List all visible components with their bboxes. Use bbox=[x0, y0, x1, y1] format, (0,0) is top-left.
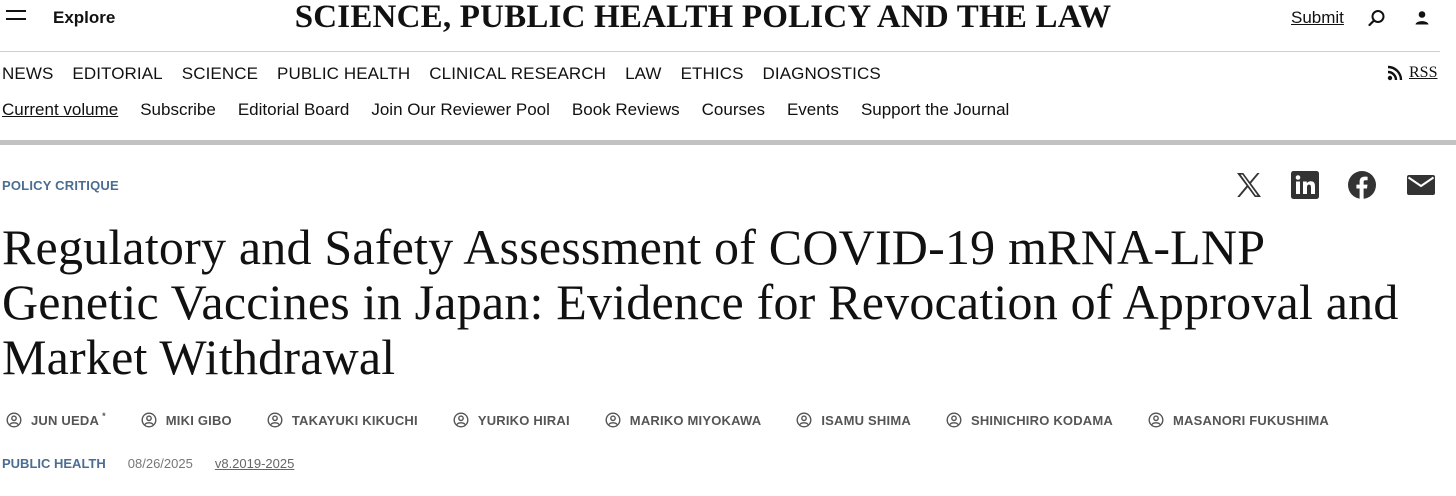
author-item[interactable] bbox=[6, 412, 106, 428]
author-item[interactable] bbox=[605, 412, 762, 428]
rss-link[interactable] bbox=[1387, 64, 1437, 82]
nav-diagnostics[interactable]: DIAGNOSTICS bbox=[762, 64, 881, 83]
nav-subscribe[interactable]: Subscribe bbox=[140, 100, 216, 119]
header-divider bbox=[0, 51, 1440, 52]
secondary-nav bbox=[2, 100, 1031, 120]
category-nav bbox=[2, 64, 900, 84]
author-mark: * bbox=[102, 411, 106, 421]
nav-courses[interactable]: Courses bbox=[701, 100, 765, 119]
author-item[interactable] bbox=[946, 412, 1113, 428]
rss-label: RSS bbox=[1409, 64, 1438, 81]
nav-clinical-research[interactable]: CLINICAL RESEARCH bbox=[429, 64, 607, 83]
nav-support[interactable]: Support the Journal bbox=[860, 100, 1010, 119]
linkedin-icon[interactable] bbox=[1290, 170, 1320, 200]
explore-button[interactable]: Explore bbox=[53, 8, 116, 27]
nav-science[interactable]: SCIENCE bbox=[181, 64, 259, 83]
author-name: YURIKO HIRAI bbox=[477, 412, 570, 428]
nav-editorial[interactable]: EDITORIAL bbox=[72, 64, 163, 83]
article-version[interactable]: v8.2019-2025 bbox=[214, 456, 295, 471]
article-title: Regulatory and Safety Assessment of COVID-19 mRNA-LNP Genetic Vaccines in Japan: Evidence for Revocation of Approval and Market Withdrawal bbox=[2, 219, 1399, 385]
nav-current-volume[interactable]: Current volume bbox=[2, 100, 119, 119]
section-tag[interactable]: POLICY CRITIQUE bbox=[2, 178, 119, 193]
email-icon[interactable] bbox=[1406, 170, 1436, 200]
nav-public-health[interactable]: PUBLIC HEALTH bbox=[277, 64, 411, 83]
nav-editorial-board[interactable]: Editorial Board bbox=[237, 100, 350, 119]
article-category[interactable]: PUBLIC HEALTH bbox=[2, 456, 106, 471]
author-name: JUN UEDA bbox=[31, 412, 100, 428]
article-meta bbox=[2, 456, 294, 471]
submit-link[interactable]: Submit bbox=[1291, 8, 1344, 27]
nav-news[interactable]: NEWS bbox=[2, 64, 54, 83]
author-name: MASANORI FUKUSHIMA bbox=[1173, 412, 1330, 428]
author-list bbox=[6, 412, 1364, 428]
author-item[interactable] bbox=[267, 412, 418, 428]
author-name: MARIKO MIYOKAWA bbox=[629, 412, 762, 428]
person-icon bbox=[796, 412, 812, 428]
author-name: SHINICHIRO KODAMA bbox=[970, 412, 1114, 428]
nav-ethics[interactable]: ETHICS bbox=[680, 64, 744, 83]
author-name: TAKAYUKI KIKUCHI bbox=[291, 412, 418, 428]
top-bar bbox=[0, 0, 1456, 36]
person-icon bbox=[605, 412, 621, 428]
author-name: MIKI GIBO bbox=[165, 412, 232, 428]
nav-law[interactable]: LAW bbox=[625, 64, 662, 83]
author-item[interactable] bbox=[796, 412, 911, 428]
x-icon[interactable] bbox=[1234, 170, 1264, 200]
search-icon[interactable] bbox=[1368, 9, 1386, 27]
nav-events[interactable]: Events bbox=[786, 100, 839, 119]
author-name: ISAMU SHIMA bbox=[821, 412, 911, 428]
author-item[interactable] bbox=[453, 412, 570, 428]
person-icon bbox=[453, 412, 469, 428]
author-item[interactable] bbox=[141, 412, 232, 428]
user-icon[interactable] bbox=[1414, 10, 1430, 26]
facebook-icon[interactable] bbox=[1347, 170, 1377, 200]
article-date: 08/26/2025 bbox=[127, 456, 193, 471]
rss-icon bbox=[1387, 65, 1403, 81]
person-icon bbox=[946, 412, 962, 428]
site-title[interactable]: SCIENCE, PUBLIC HEALTH POLICY AND THE LAW bbox=[294, 0, 1112, 35]
person-icon bbox=[6, 412, 22, 428]
author-item[interactable] bbox=[1148, 412, 1329, 428]
person-icon bbox=[267, 412, 283, 428]
nav-book-reviews[interactable]: Book Reviews bbox=[571, 100, 680, 119]
nav-reviewer-pool[interactable]: Join Our Reviewer Pool bbox=[371, 100, 550, 119]
person-icon bbox=[1148, 412, 1164, 428]
nav-divider bbox=[0, 140, 1456, 145]
person-icon bbox=[141, 412, 157, 428]
